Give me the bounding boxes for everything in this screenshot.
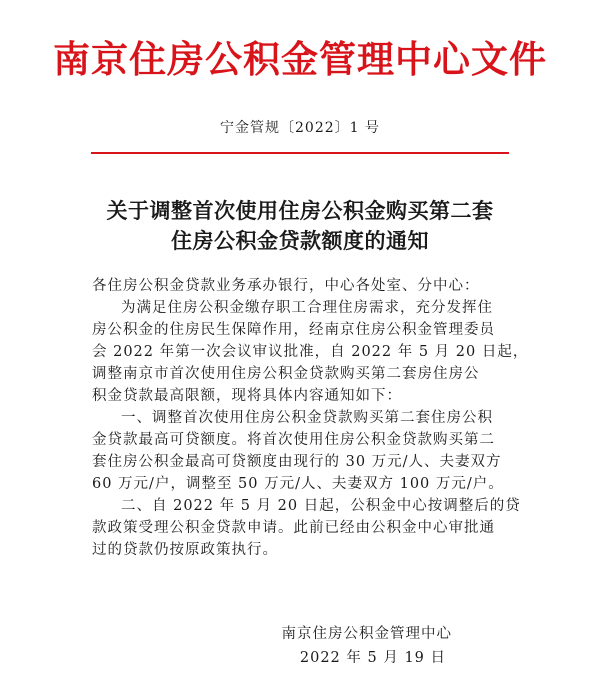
notice-body [92,275,529,561]
paragraph-1-line: 房公积金的住房民生保障作用，经南京住房公积金管理委员 [92,322,495,338]
addressee: 各住房公积金贷款业务承办银行，中心各处室、分中心： [92,278,480,294]
paragraph-2-line: 一、调整首次使用住房公积金贷款购买第二套住房公积 [121,410,493,426]
document-number: 宁金管规〔2022〕1 号 [220,120,380,136]
paragraph-2-line: 60 万元/户，调整至 50 万元/人、夫妻双方 100 万元/户。 [92,476,504,492]
paragraph-3-line: 过的贷款仍按原政策执行。 [92,542,278,558]
paragraph-1-line: 为满足住房公积金缴存职工合理住房需求，充分发挥住 [121,300,493,316]
red-divider-line [91,152,509,154]
signature-organization: 南京住房公积金管理中心 [281,626,452,642]
paragraph-1-line: 会 2022 年第一次会议审议批准，自 2022 年 5 月 20 日起， [92,344,529,360]
signature-block [282,622,453,670]
subject-line-2: 住房公积金贷款额度的通知 [171,228,429,253]
paragraph-1-line: 调整南京市首次使用住房公积金贷款购买第二套房住房公 [92,366,480,382]
signature-date: 2022 年 5 月 19 日 [299,650,446,666]
paragraph-2-line: 金贷款最高可贷额度。将首次使用住房公积金贷款购买第二 [92,432,495,448]
paragraph-2-line: 套住房公积金最高可贷额度由现行的 30 万元/人、夫妻双方 [92,454,502,470]
notice-subject [0,196,600,256]
paragraph-1-line: 积金贷款最高限额，现将具体内容通知如下： [92,388,402,404]
paragraph-3-line: 款政策受理公积金贷款申请。此前已经由公积金中心审批通 [92,520,495,536]
document-header-title: 南京住房公积金管理中心文件 [53,37,547,81]
subject-line-1: 关于调整首次使用住房公积金购买第二套 [106,198,494,223]
paragraph-3-line: 二、自 2022 年 5 月 20 日起，公积金中心按调整后的贷 [121,498,521,514]
